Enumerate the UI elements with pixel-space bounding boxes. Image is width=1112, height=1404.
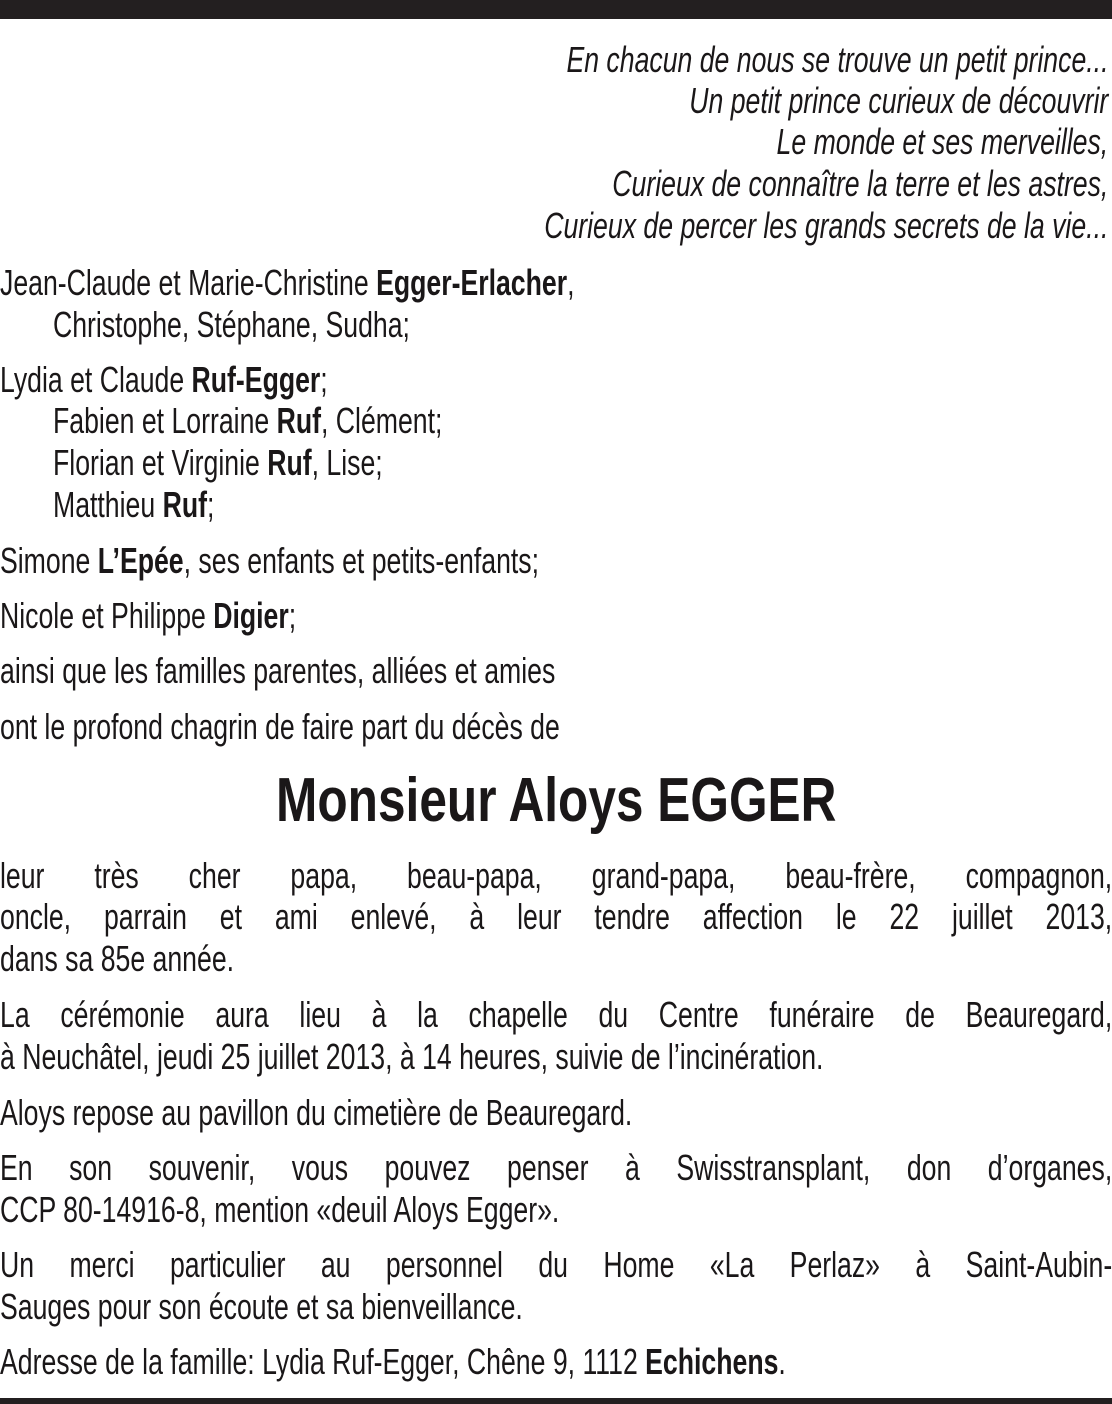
- poem-line: Curieux de percer les grands secrets de la vie...: [543, 205, 1108, 246]
- paragraph-line: Sauges pour son écoute et sa bienveillance.: [0, 1286, 523, 1327]
- paragraph-line: Aloys repose au pavillon du cimetière de Beauregard.: [0, 1092, 633, 1133]
- paragraph-line: En son souvenir, vous pouvez penser à Swisstransplant, don d’organes,: [0, 1147, 1112, 1188]
- family-given-names: Florian et Virginie: [53, 442, 268, 483]
- punctuation: ;: [320, 359, 328, 400]
- family-address: [0, 1342, 786, 1382]
- family-surname: Digier: [213, 595, 289, 636]
- other-families: ainsi que les familles parentes, alliées et amies: [0, 650, 556, 691]
- paragraph-line: oncle, parrain et ami enlevé, à leur tendre affection le 22 juillet 2013,: [0, 896, 1112, 937]
- family-given-names: Lydia et Claude: [0, 359, 192, 400]
- announcement: ont le profond chagrin de faire part du décès de: [0, 706, 560, 747]
- family-surname: Ruf: [276, 400, 322, 441]
- family-given-names: Nicole et Philippe: [0, 595, 214, 636]
- paragraph-line: à Neuchâtel, jeudi 25 juillet 2013, à 14 heures, suivie de l’incinération.: [0, 1036, 824, 1077]
- paragraph-line: La cérémonie aura lieu à la chapelle du Centre funéraire de Beauregard,: [0, 994, 1112, 1035]
- family-entry: [0, 263, 574, 303]
- poem-line: En chacun de nous se trouve un petit prince...: [565, 39, 1108, 80]
- family-surname: Egger-Erlacher: [376, 262, 568, 303]
- family-surname: L’Epée: [97, 540, 184, 581]
- family-children: Christophe, Stéphane, Sudha;: [53, 304, 410, 345]
- family-entry: [0, 360, 328, 400]
- family-extra: , Clément;: [321, 400, 443, 441]
- family-surname: Ruf: [267, 442, 312, 483]
- bottom-border-bar: [0, 1398, 1112, 1404]
- family-surname: Ruf-Egger: [191, 359, 321, 400]
- paragraph-line: dans sa 85e année.: [0, 938, 235, 979]
- poem-line: Le monde et ses merveilles,: [776, 121, 1108, 162]
- address-text: Adresse de la famille: Lydia Ruf-Egger, Chêne 9, 1112: [0, 1341, 646, 1382]
- family-extra: , ses enfants et petits-enfants;: [183, 540, 540, 581]
- family-given-names: Simone: [0, 540, 98, 581]
- deceased-name-text: Monsieur Aloys EGGER: [275, 766, 837, 835]
- family-surname: Ruf: [162, 484, 207, 525]
- family-extra: ;: [206, 484, 215, 525]
- family-given-names: Matthieu: [53, 484, 163, 525]
- family-given-names: Jean-Claude et Marie-Christine: [0, 262, 377, 303]
- family-child-entry: [53, 443, 383, 483]
- paragraph-line: Un merci particulier au personnel du Home «La Perlaz» à Saint-Aubin-: [0, 1244, 1112, 1285]
- poem-line: Curieux de connaître la terre et les astres,: [611, 163, 1108, 204]
- punctuation: ;: [288, 595, 297, 636]
- family-child-entry: [53, 485, 214, 525]
- paragraph-line: leur très cher papa, beau-papa, grand-papa, beau-frère, compagnon,: [0, 855, 1112, 896]
- paragraph-line: CCP 80-14916-8, mention «deuil Aloys Egger».: [0, 1189, 560, 1230]
- family-given-names: Fabien et Lorraine: [53, 400, 277, 441]
- family-child-entry: [53, 401, 442, 441]
- family-entry: [0, 541, 539, 581]
- top-border-bar: [0, 0, 1112, 19]
- poem-line: Un petit prince curieux de découvrir: [688, 80, 1108, 121]
- punctuation: .: [778, 1341, 786, 1382]
- family-extra: , Lise;: [311, 442, 383, 483]
- address-town: Echichens: [645, 1341, 779, 1382]
- deceased-name: [0, 766, 1112, 836]
- punctuation: ,: [567, 262, 575, 303]
- family-entry: [0, 596, 296, 636]
